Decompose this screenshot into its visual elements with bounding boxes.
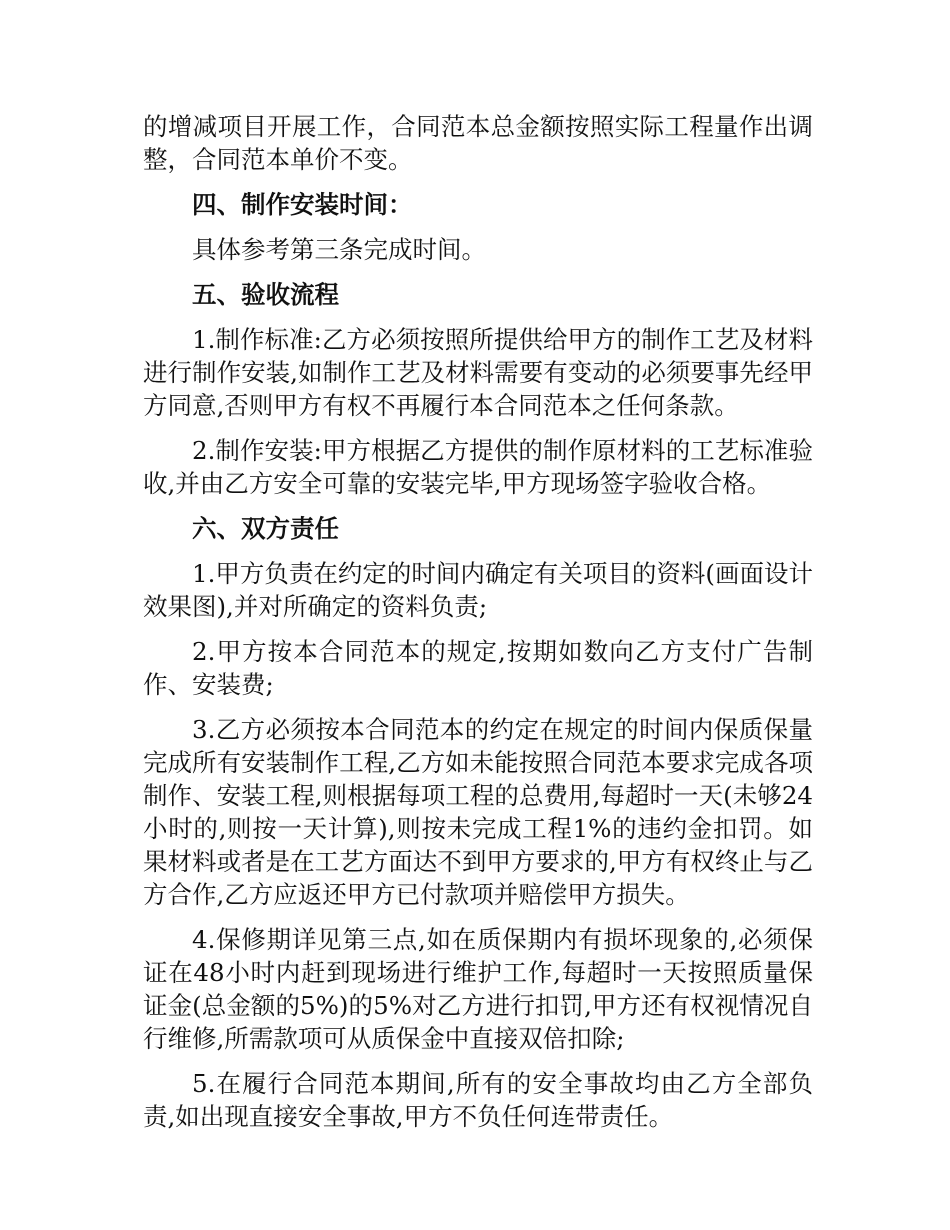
paragraph-acceptance-2: 2.制作安装:甲方根据乙方提供的制作原材料的工艺标准验收,并由乙方安全可靠的安装完毕,甲方现场签字验收合格。: [143, 436, 813, 498]
document-page: [143, 110, 813, 1145]
section-heading-5: 五、验收流程: [192, 280, 339, 309]
paragraph-responsibility-4: 4.保修期详见第三点,如在质保期内有损坏现象的,必须保证在48小时内赶到现场进行维护工作,每超时一天按照质量保证金(总金额的5%)的5%对乙方进行扣罚,甲方还有权视情况自行维修,所需款项可从质保金中直接双倍扣除;: [143, 925, 813, 1053]
paragraph-responsibility-1: 1.甲方负责在约定的时间内确定有关项目的资料(画面设计效果图),并对所确定的资料负责;: [143, 559, 813, 621]
paragraph-install-time: 具体参考第三条完成时间。: [192, 235, 486, 264]
paragraph-responsibility-5: 5.在履行合同范本期间,所有的安全事故均由乙方全部负责,如出现直接安全事故,甲方不负任何连带责任。: [143, 1069, 813, 1131]
paragraph-responsibility-2: 2.甲方按本合同范本的规定,按期如数向乙方支付广告制作、安装费;: [143, 637, 813, 699]
paragraph-continuation: 的增减项目开展工作，合同范本总金额按照实际工程量作出调整，合同范本单价不变。: [143, 112, 813, 174]
paragraph-acceptance-1: 1.制作标准:乙方必须按照所提供给甲方的制作工艺及材料进行制作安装,如制作工艺及材料需要有变动的必须要事先经甲方同意,否则甲方有权不再履行本合同范本之任何条款。: [143, 325, 813, 420]
section-heading-6: 六、双方责任: [192, 514, 339, 543]
paragraph-responsibility-3: 3.乙方必须按本合同范本的约定在规定的时间内保质保量完成所有安装制作工程,乙方如未能按照合同范本要求完成各项制作、安装工程,则根据每项工程的总费用,每超时一天(未够24小时的,则按一天计算),则按未完成工程1%的违约金扣罚。如果材料或者是在工艺方面达不到甲方要求的,甲方有权终止与乙方合作,乙方应返还甲方已付款项并赔偿甲方损失。: [143, 715, 813, 909]
section-heading-4: 四、制作安装时间：: [192, 190, 413, 219]
